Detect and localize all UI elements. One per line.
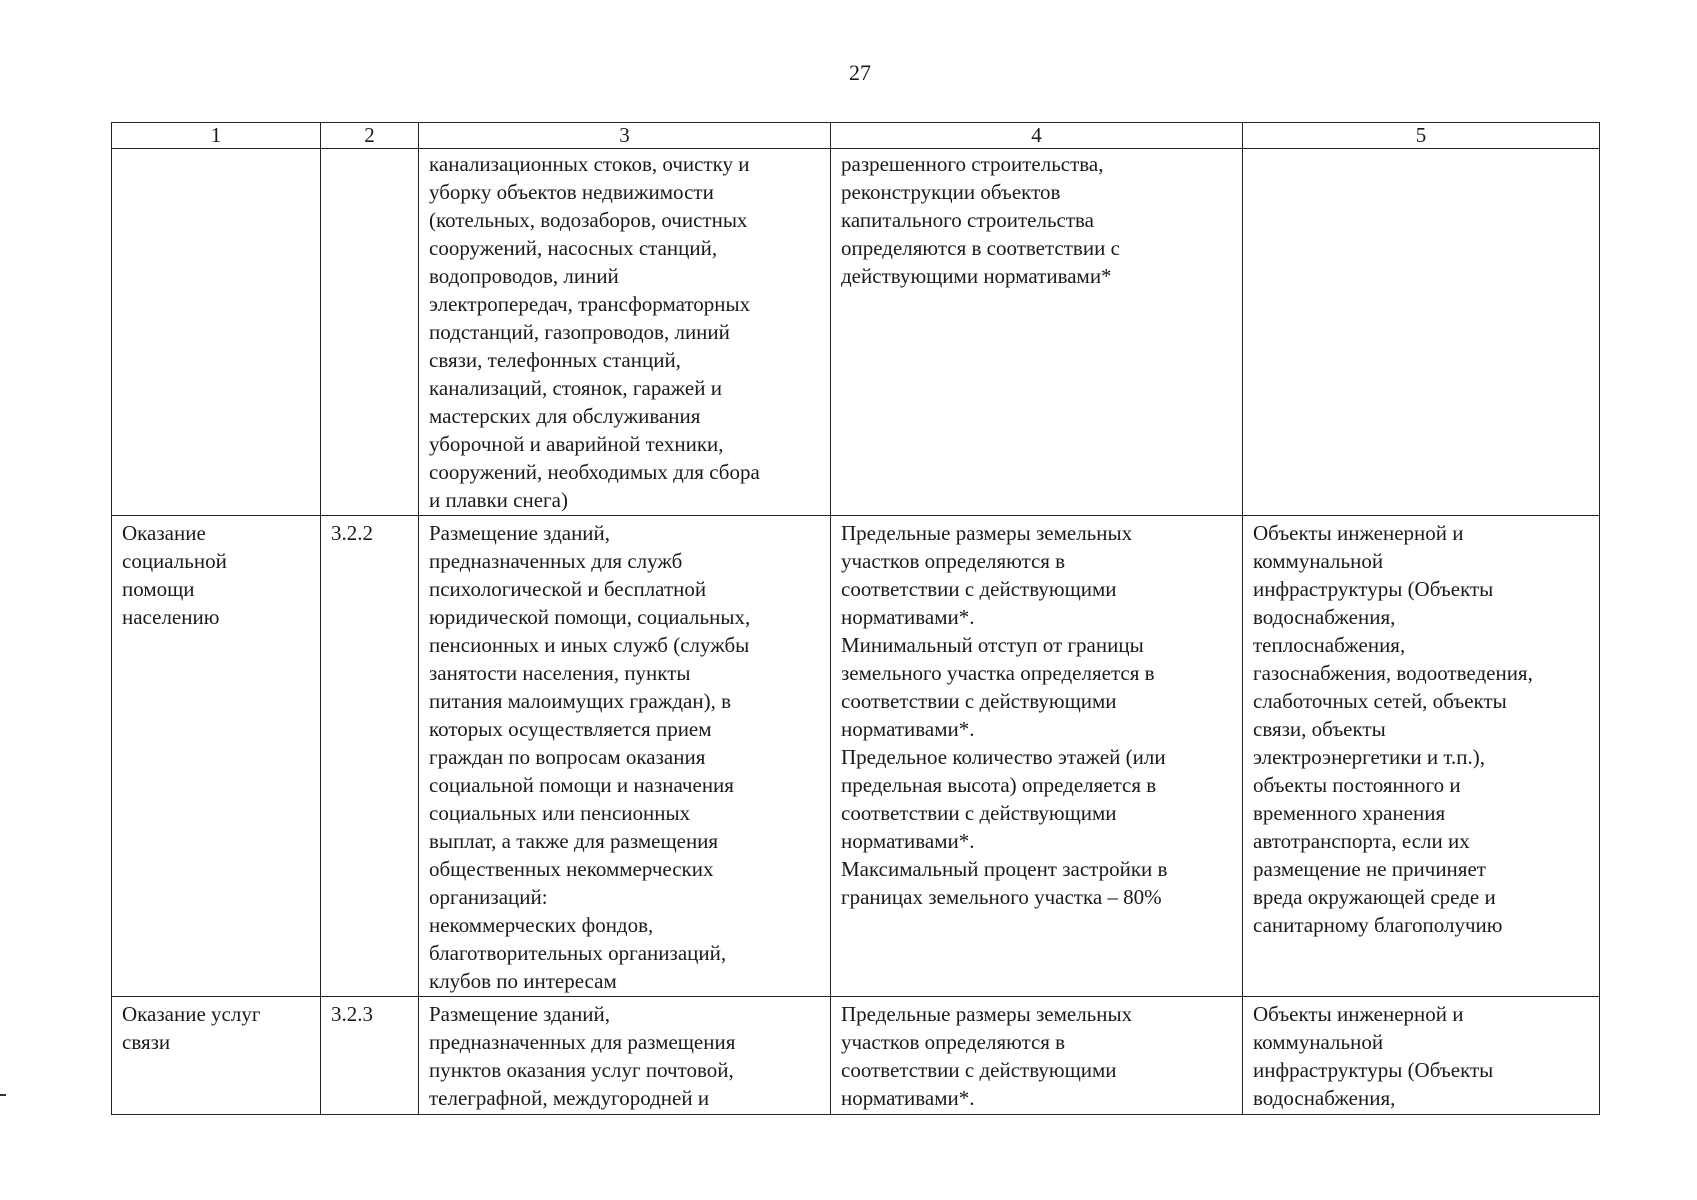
cell-text-line: электроэнергетики и т.п.),: [1253, 745, 1485, 769]
cell-text-line: действующими нормативами*: [841, 264, 1112, 288]
cell-text-line: сооружений, насосных станций,: [429, 236, 718, 260]
cell-text-line: предназначенных для размещения: [429, 1030, 736, 1054]
cell-text-line: автотранспорта, если их: [1253, 829, 1470, 853]
cell-text-line: клубов по интересам: [429, 969, 617, 993]
cell-text-line: населению: [122, 605, 220, 629]
cell-text-line: Предельные размеры земельных: [841, 1002, 1133, 1026]
cell-text-line: общественных некоммерческих: [429, 857, 714, 881]
cell-text-line: Оказание услуг: [122, 1002, 261, 1026]
parameters-cell: [831, 997, 1243, 1115]
cell-text-line: водоснабжения,: [1253, 1086, 1396, 1110]
cell-text-line: объекты постоянного и: [1253, 773, 1461, 797]
cell-text-line: нормативами*.: [841, 829, 975, 853]
cell-text-line: Предельное количество этажей (или: [841, 745, 1166, 769]
auxiliary-uses-cell: [1243, 516, 1600, 997]
cell-text-line: разрешенного строительства,: [841, 152, 1104, 176]
cell-text-line: предназначенных для служб: [429, 549, 683, 573]
table-row: [112, 149, 1600, 516]
auxiliary-uses-cell: [1243, 997, 1600, 1115]
cell-text-line: организаций:: [429, 885, 548, 909]
cell-text-line: нормативами*.: [841, 605, 975, 629]
cell-text-line: размещение не причиняет: [1253, 857, 1486, 881]
cell-text-line: газоснабжения, водоотведения,: [1253, 661, 1533, 685]
use-code-cell: [321, 149, 419, 516]
cell-text-line: нормативами*.: [841, 1086, 975, 1110]
use-description-cell: [419, 997, 831, 1115]
table-row: [112, 997, 1600, 1115]
header-cell-5: 5: [1243, 123, 1600, 149]
cell-text-line: Максимальный процент застройки в: [841, 857, 1168, 881]
cell-text-line: Объекты инженерной и: [1253, 1002, 1464, 1026]
cell-text-line: соответствии с действующими: [841, 577, 1117, 601]
scan-margin-mark: [0, 1094, 6, 1096]
cell-text-line: психологической и бесплатной: [429, 577, 707, 601]
use-description-cell: [419, 516, 831, 997]
cell-text-line: водопроводов, линий: [429, 264, 619, 288]
cell-text-line: Оказание: [122, 521, 206, 545]
cell-text-line: социальной: [122, 549, 227, 573]
use-code-cell: 3.2.3: [321, 997, 419, 1115]
cell-text-line: реконструкции объектов: [841, 180, 1061, 204]
use-name-cell: [112, 997, 321, 1115]
cell-text-line: благотворительных организаций,: [429, 941, 727, 965]
cell-text-line: которых осуществляется прием: [429, 717, 712, 741]
cell-text-line: слаботочных сетей, объекты: [1253, 689, 1507, 713]
cell-text-line: Объекты инженерной и: [1253, 521, 1464, 545]
use-name-cell: [112, 516, 321, 997]
cell-text-line: занятости населения, пункты: [429, 661, 691, 685]
cell-text-line: коммунальной: [1253, 1030, 1384, 1054]
cell-text-line: вреда окружающей среде и: [1253, 885, 1496, 909]
cell-text-line: инфраструктуры (Объекты: [1253, 577, 1494, 601]
cell-text-line: пунктов оказания услуг почтовой,: [429, 1058, 734, 1082]
cell-text-line: капитального строительства: [841, 208, 1094, 232]
cell-text-line: водоснабжения,: [1253, 605, 1396, 629]
cell-text-line: помощи: [122, 577, 195, 601]
header-cell-4: 4: [831, 123, 1243, 149]
cell-text-line: предельная высота) определяется в: [841, 773, 1157, 797]
cell-text-line: уборочной и аварийной техники,: [429, 432, 724, 456]
cell-text-line: канализационных стоков, очистку и: [429, 152, 750, 176]
cell-text-line: связи: [122, 1030, 171, 1054]
cell-text-line: социальной помощи и назначения: [429, 773, 734, 797]
cell-text-line: сооружений, необходимых для сбора: [429, 460, 760, 484]
cell-text-line: теплоснабжения,: [1253, 633, 1406, 657]
cell-text-line: граждан по вопросам оказания: [429, 745, 706, 769]
land-use-table: [111, 122, 1600, 1115]
cell-text-line: границах земельного участка – 80%: [841, 885, 1162, 909]
cell-text-line: санитарному благополучию: [1253, 913, 1503, 937]
cell-text-line: телеграфной, междугородней и: [429, 1086, 710, 1110]
cell-text-line: и плавки снега): [429, 488, 568, 512]
parameters-cell: [831, 149, 1243, 516]
cell-text-line: Размещение зданий,: [429, 1002, 611, 1026]
header-cell-1: 1: [112, 123, 321, 149]
parameters-cell: [831, 516, 1243, 997]
auxiliary-uses-cell: [1243, 149, 1600, 516]
cell-text-line: уборку объектов недвижимости: [429, 180, 714, 204]
cell-text-line: участков определяются в: [841, 1030, 1066, 1054]
cell-text-line: Предельные размеры земельных: [841, 521, 1133, 545]
cell-text-line: юридической помощи, социальных,: [429, 605, 751, 629]
cell-text-line: мастерских для обслуживания: [429, 404, 701, 428]
cell-text-line: временного хранения: [1253, 801, 1446, 825]
cell-text-line: соответствии с действующими: [841, 1058, 1117, 1082]
cell-text-line: связи, объекты: [1253, 717, 1386, 741]
cell-text-line: (котельных, водозаборов, очистных: [429, 208, 748, 232]
table-header-row: [112, 123, 1600, 149]
cell-text-line: подстанций, газопроводов, линий: [429, 320, 730, 344]
cell-text-line: пенсионных и иных служб (службы: [429, 633, 750, 657]
cell-text-line: связи, телефонных станций,: [429, 348, 681, 372]
cell-text-line: канализаций, стоянок, гаражей и: [429, 376, 722, 400]
cell-text-line: Размещение зданий,: [429, 521, 611, 545]
cell-text-line: нормативами*.: [841, 717, 975, 741]
cell-text-line: Минимальный отступ от границы: [841, 633, 1144, 657]
header-cell-2: 2: [321, 123, 419, 149]
cell-text-line: электропередач, трансформаторных: [429, 292, 751, 316]
page-number: 27: [849, 60, 871, 85]
use-name-cell: [112, 149, 321, 516]
cell-text-line: инфраструктуры (Объекты: [1253, 1058, 1494, 1082]
cell-text-line: коммунальной: [1253, 549, 1384, 573]
header-cell-3: 3: [419, 123, 831, 149]
use-code-cell: 3.2.2: [321, 516, 419, 997]
table-row: [112, 516, 1600, 997]
use-description-cell: [419, 149, 831, 516]
cell-text-line: определяются в соответствии с: [841, 236, 1120, 260]
cell-text-line: соответствии с действующими: [841, 801, 1117, 825]
cell-text-line: земельного участка определяется в: [841, 661, 1155, 685]
cell-text-line: некоммерческих фондов,: [429, 913, 654, 937]
cell-text-line: участков определяются в: [841, 549, 1066, 573]
cell-text-line: соответствии с действующими: [841, 689, 1117, 713]
cell-text-line: питания малоимущих граждан), в: [429, 689, 732, 713]
cell-text-line: выплат, а также для размещения: [429, 829, 719, 853]
cell-text-line: социальных или пенсионных: [429, 801, 691, 825]
